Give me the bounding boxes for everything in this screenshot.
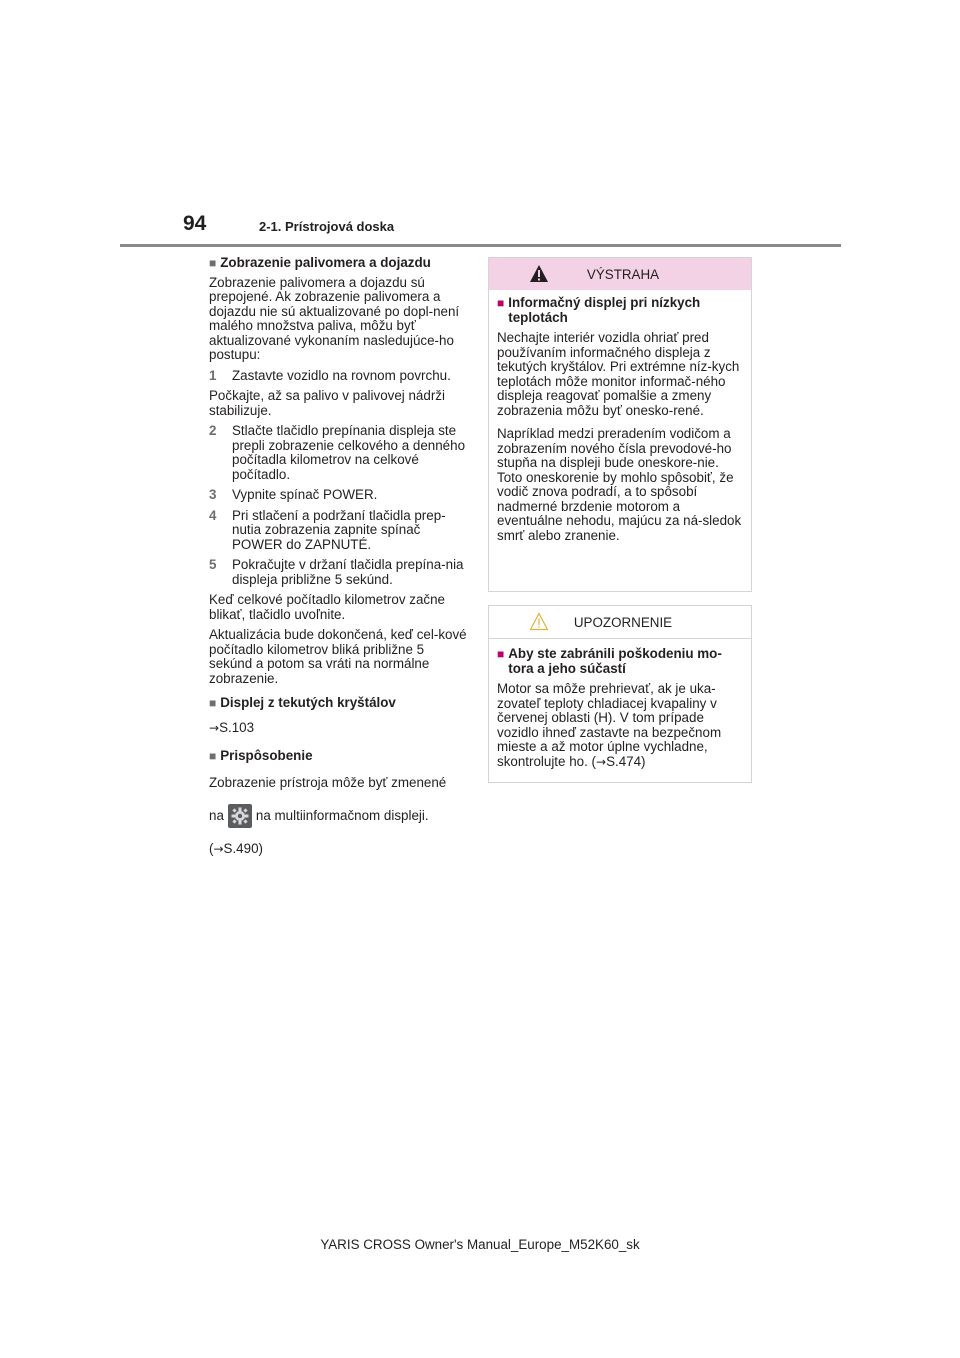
caution-title: UPOZORNENIE [573,614,673,630]
caution-subheading: ■ Aby ste zabránili poškodeniu mo-tora a jeho súčastí [497,646,722,676]
warning-subheading: ■ Informačný displej pri nízkych teplotách [497,295,701,325]
caution-box [488,605,752,783]
paragraph: Počkajte, až sa palivo v palivovej nádrži stabilizuje. [209,388,445,418]
step-5: 5 Pokračujte v držaní tlačidla prepína-nia displeja približne 5 sekúnd. [209,557,464,587]
arrow-right-icon: → [596,754,607,769]
footer: YARIS CROSS Owner's Manual_Europe_M52K60_sk [320,1237,640,1252]
paragraph: Nechajte interiér vozidla ohriať pred používaním informačného displeja z tekutých kryštálov. Pri extrémne níz-kych teplotách môže monitor informač-ného displeja reagovať pomalšie a zmeny zobrazenia môžu byť onesko-rené. [497,330,740,418]
step-2: 2 Stlačte tlačidlo prepínania displeja ste prepli zobrazenie celkového a denného počítadla kilometrov na celkové počítadlo. [209,423,466,482]
caution-triangle-icon [529,612,549,631]
paragraph: Aktualizácia bude dokončená, keď cel-kové počítadlo kilometrov bliká približne 5 sekúnd a potom sa vráti na normálne zobrazenie. [209,627,467,686]
paragraph: Keď celkové počítadlo kilometrov začne blikať, tlačidlo uvoľnite. [209,592,445,622]
paragraph: Zobrazenie prístroja môže byť zmenené [209,774,447,790]
page-reference[interactable]: S.474) [606,753,646,769]
page-number: 94 [183,212,207,235]
warning-title: VÝSTRAHA [586,266,660,282]
paragraph: Napríklad medzi preradením vodičom a zobrazením nového čísla prevodové-ho stupňa na displeji bude oneskore-nie. Toto oneskorenie by mohlo spôsobiť, že vodič znova podradí, a to spôsobí nadmerné brzdenie motorom a eventuálne nehodu, majúcu za ná-sledok smrť alebo zranenie. [497,426,742,543]
inline-icon-line: na na multiinformačnom displeji. [209,804,467,828]
caution-header [489,606,751,639]
step-1: 1 Zastavte vozidlo na rovnom povrchu. [209,367,451,383]
paragraph: Motor sa môže prehrievať, ak je uka-zovateľ teploty chladiacej kvapaliny v červenej oblasti (H). V tom prípade vozidlo ihneď zastavte na bezpečnom mieste a až motor úplne vychladne, skontrolujte ho. (→S.474) [497,681,722,769]
arrow-right-icon: → [209,720,220,735]
section-heading: ■ Prispôsobenie [209,748,313,763]
section-heading: ■ Zobrazenie palivomera a dojazdu [209,255,431,270]
arrow-right-icon: → [213,842,224,856]
page-reference[interactable]: (→S.490) [209,841,263,856]
step-4: 4 Pri stlačení a podržaní tlačidla prep-nutia zobrazenia zapnite spínač POWER do ZAPNUTÉ. [209,507,446,552]
warning-box [488,257,752,592]
left-column [209,256,467,865]
paragraph: Zobrazenie palivomera a dojazdu sú prepojené. Ak zobrazenie palivomera a dojazdu nie sú aktualizované po dopl-není malého množstva paliva, môžu byť aktualizované vykonaním nasledujúce-ho postupu: [209,274,460,362]
warning-triangle-icon [529,264,549,283]
settings-gear-icon [228,804,252,828]
header-rule [120,244,841,247]
step-3: 3 Vypnite spínač POWER. [209,487,378,502]
section-heading: ■ Displej z tekutých kryštálov [209,695,396,710]
page-reference[interactable]: →S.103 [209,719,255,735]
warning-header [489,258,751,290]
section-title: 2-1. Prístrojová doska [259,219,395,234]
